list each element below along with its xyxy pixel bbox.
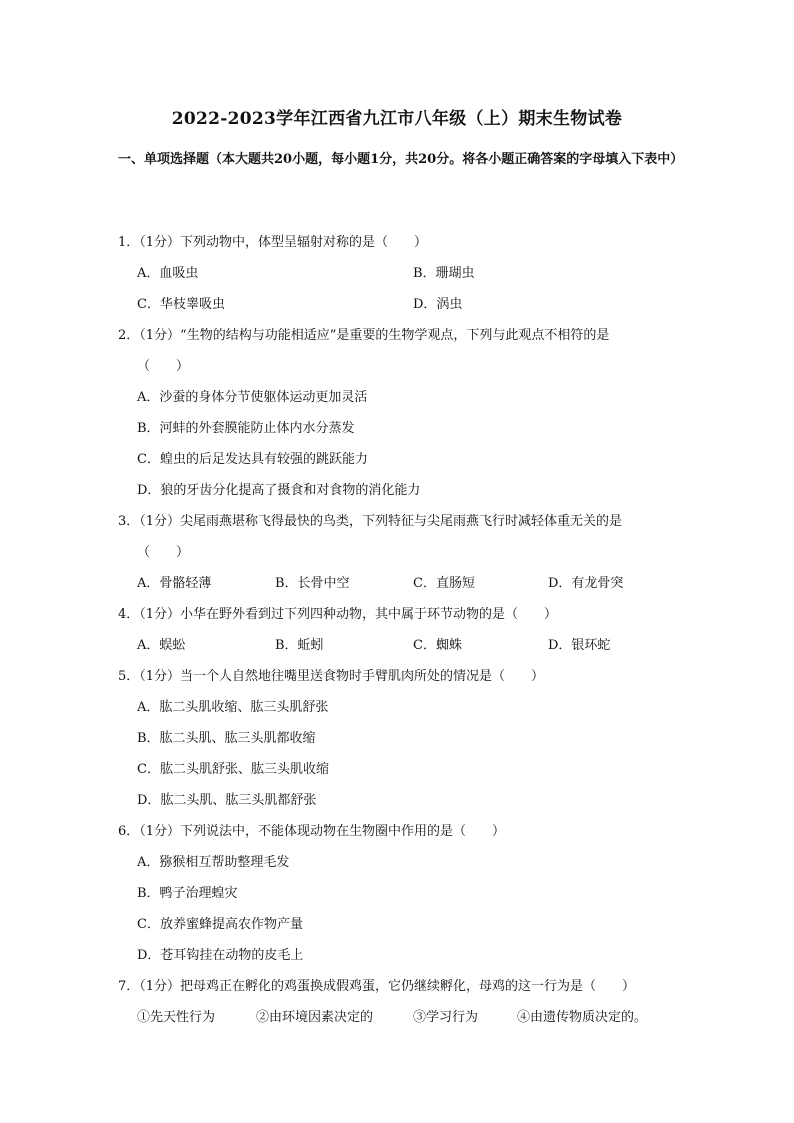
question-1-option-b: B．珊瑚虫 [413, 266, 475, 281]
question-1-stem: 1．（1分）下列动物中，体型呈辐射对称的是（ ） [118, 235, 428, 250]
exam-title: 2022-2023学年江西省九江市八年级（上）期末生物试卷 [171, 109, 623, 129]
question-4-stem: 4．（1分）小华在野外看到过下列四种动物，其中属于环节动物的是（ ） [118, 607, 558, 622]
question-3-option-d: D．有龙骨突 [548, 576, 624, 591]
question-5-option-b: B．肱二头肌、肱三头肌都收缩 [137, 731, 316, 746]
question-1-option-a: A．血吸虫 [137, 266, 199, 281]
question-7-stem: 7．（1分）把母鸡正在孵化的鸡蛋换成假鸡蛋，它仍继续孵化，母鸡的这一行为是（ ） [118, 979, 636, 994]
question-5-stem: 5．（1分）当一个人自然地往嘴里送食物时手臂肌肉所处的情况是（ ） [118, 669, 545, 684]
question-4-option-b: B．蚯蚓 [275, 638, 324, 653]
question-4-option-d: D．银环蛇 [548, 638, 611, 653]
question-5-option-d: D．肱二头肌、肱三头肌都舒张 [137, 793, 317, 808]
question-7-options-row [0, 1008, 794, 1028]
question-4-option-c: C．蜘蛛 [413, 638, 462, 653]
question-4-options-row [0, 636, 794, 656]
question-6-option-d: D．苍耳钩挂在动物的皮毛上 [137, 948, 304, 963]
question-2-option-c: C．蝗虫的后足发达具有较强的跳跃能力 [137, 452, 368, 467]
question-1-options-row-1 [0, 264, 794, 284]
question-1-option-c: C．华枝睾吸虫 [137, 297, 225, 312]
question-3-option-b: B．长骨中空 [275, 576, 350, 591]
question-3-option-c: C．直肠短 [413, 576, 475, 591]
question-7-option-4: ④由遗传物质决定的。 [517, 1010, 648, 1025]
question-2-option-a: A．沙蚕的身体分节使躯体运动更加灵活 [137, 390, 368, 405]
question-6-option-b: B．鸭子治理蝗灾 [137, 886, 238, 901]
question-3-options-row [0, 574, 794, 594]
question-2-stem-cont: （ ） [137, 359, 190, 374]
question-6-stem: 6．（1分）下列说法中，不能体现动物在生物圈中作用的是（ ） [118, 824, 506, 839]
question-4-option-a: A．蜈蚣 [137, 638, 186, 653]
question-2-stem: 2．（1分）“生物的结构与功能相适应”是重要的生物学观点，下列与此观点不相符的是 [118, 328, 610, 343]
question-5-option-c: C．肱二头肌舒张、肱三头肌收缩 [137, 762, 329, 777]
question-5-option-a: A．肱二头肌收缩、肱三头肌舒张 [137, 700, 329, 715]
question-6-option-c: C．放养蜜蜂提高农作物产量 [137, 917, 303, 932]
question-1-option-d: D．涡虫 [413, 297, 463, 312]
question-3-stem: 3．（1分）尖尾雨燕堪称飞得最快的鸟类，下列特征与尖尾雨燕飞行时减轻体重无关的是 [118, 514, 623, 529]
question-1-options-row-2 [0, 295, 794, 315]
question-2-option-b: B．河蚌的外套膜能防止体内水分蒸发 [137, 421, 355, 436]
question-2-option-d: D．狼的牙齿分化提高了摄食和对食物的消化能力 [137, 483, 421, 498]
question-3-option-a: A．骨骼轻薄 [137, 576, 212, 591]
question-7-option-2: ②由环境因素决定的 [256, 1010, 374, 1025]
question-3-stem-cont: （ ） [137, 545, 190, 560]
question-7-option-3: ③学习行为 [413, 1010, 479, 1025]
section-heading: 一、单项选择题（本大题共20小题，每小题1分，共20分。将各小题正确答案的字母填入下表中） [118, 152, 684, 167]
question-6-option-a: A．猕猴相互帮助整理毛发 [137, 855, 290, 870]
question-7-option-1: ①先天性行为 [137, 1010, 216, 1025]
